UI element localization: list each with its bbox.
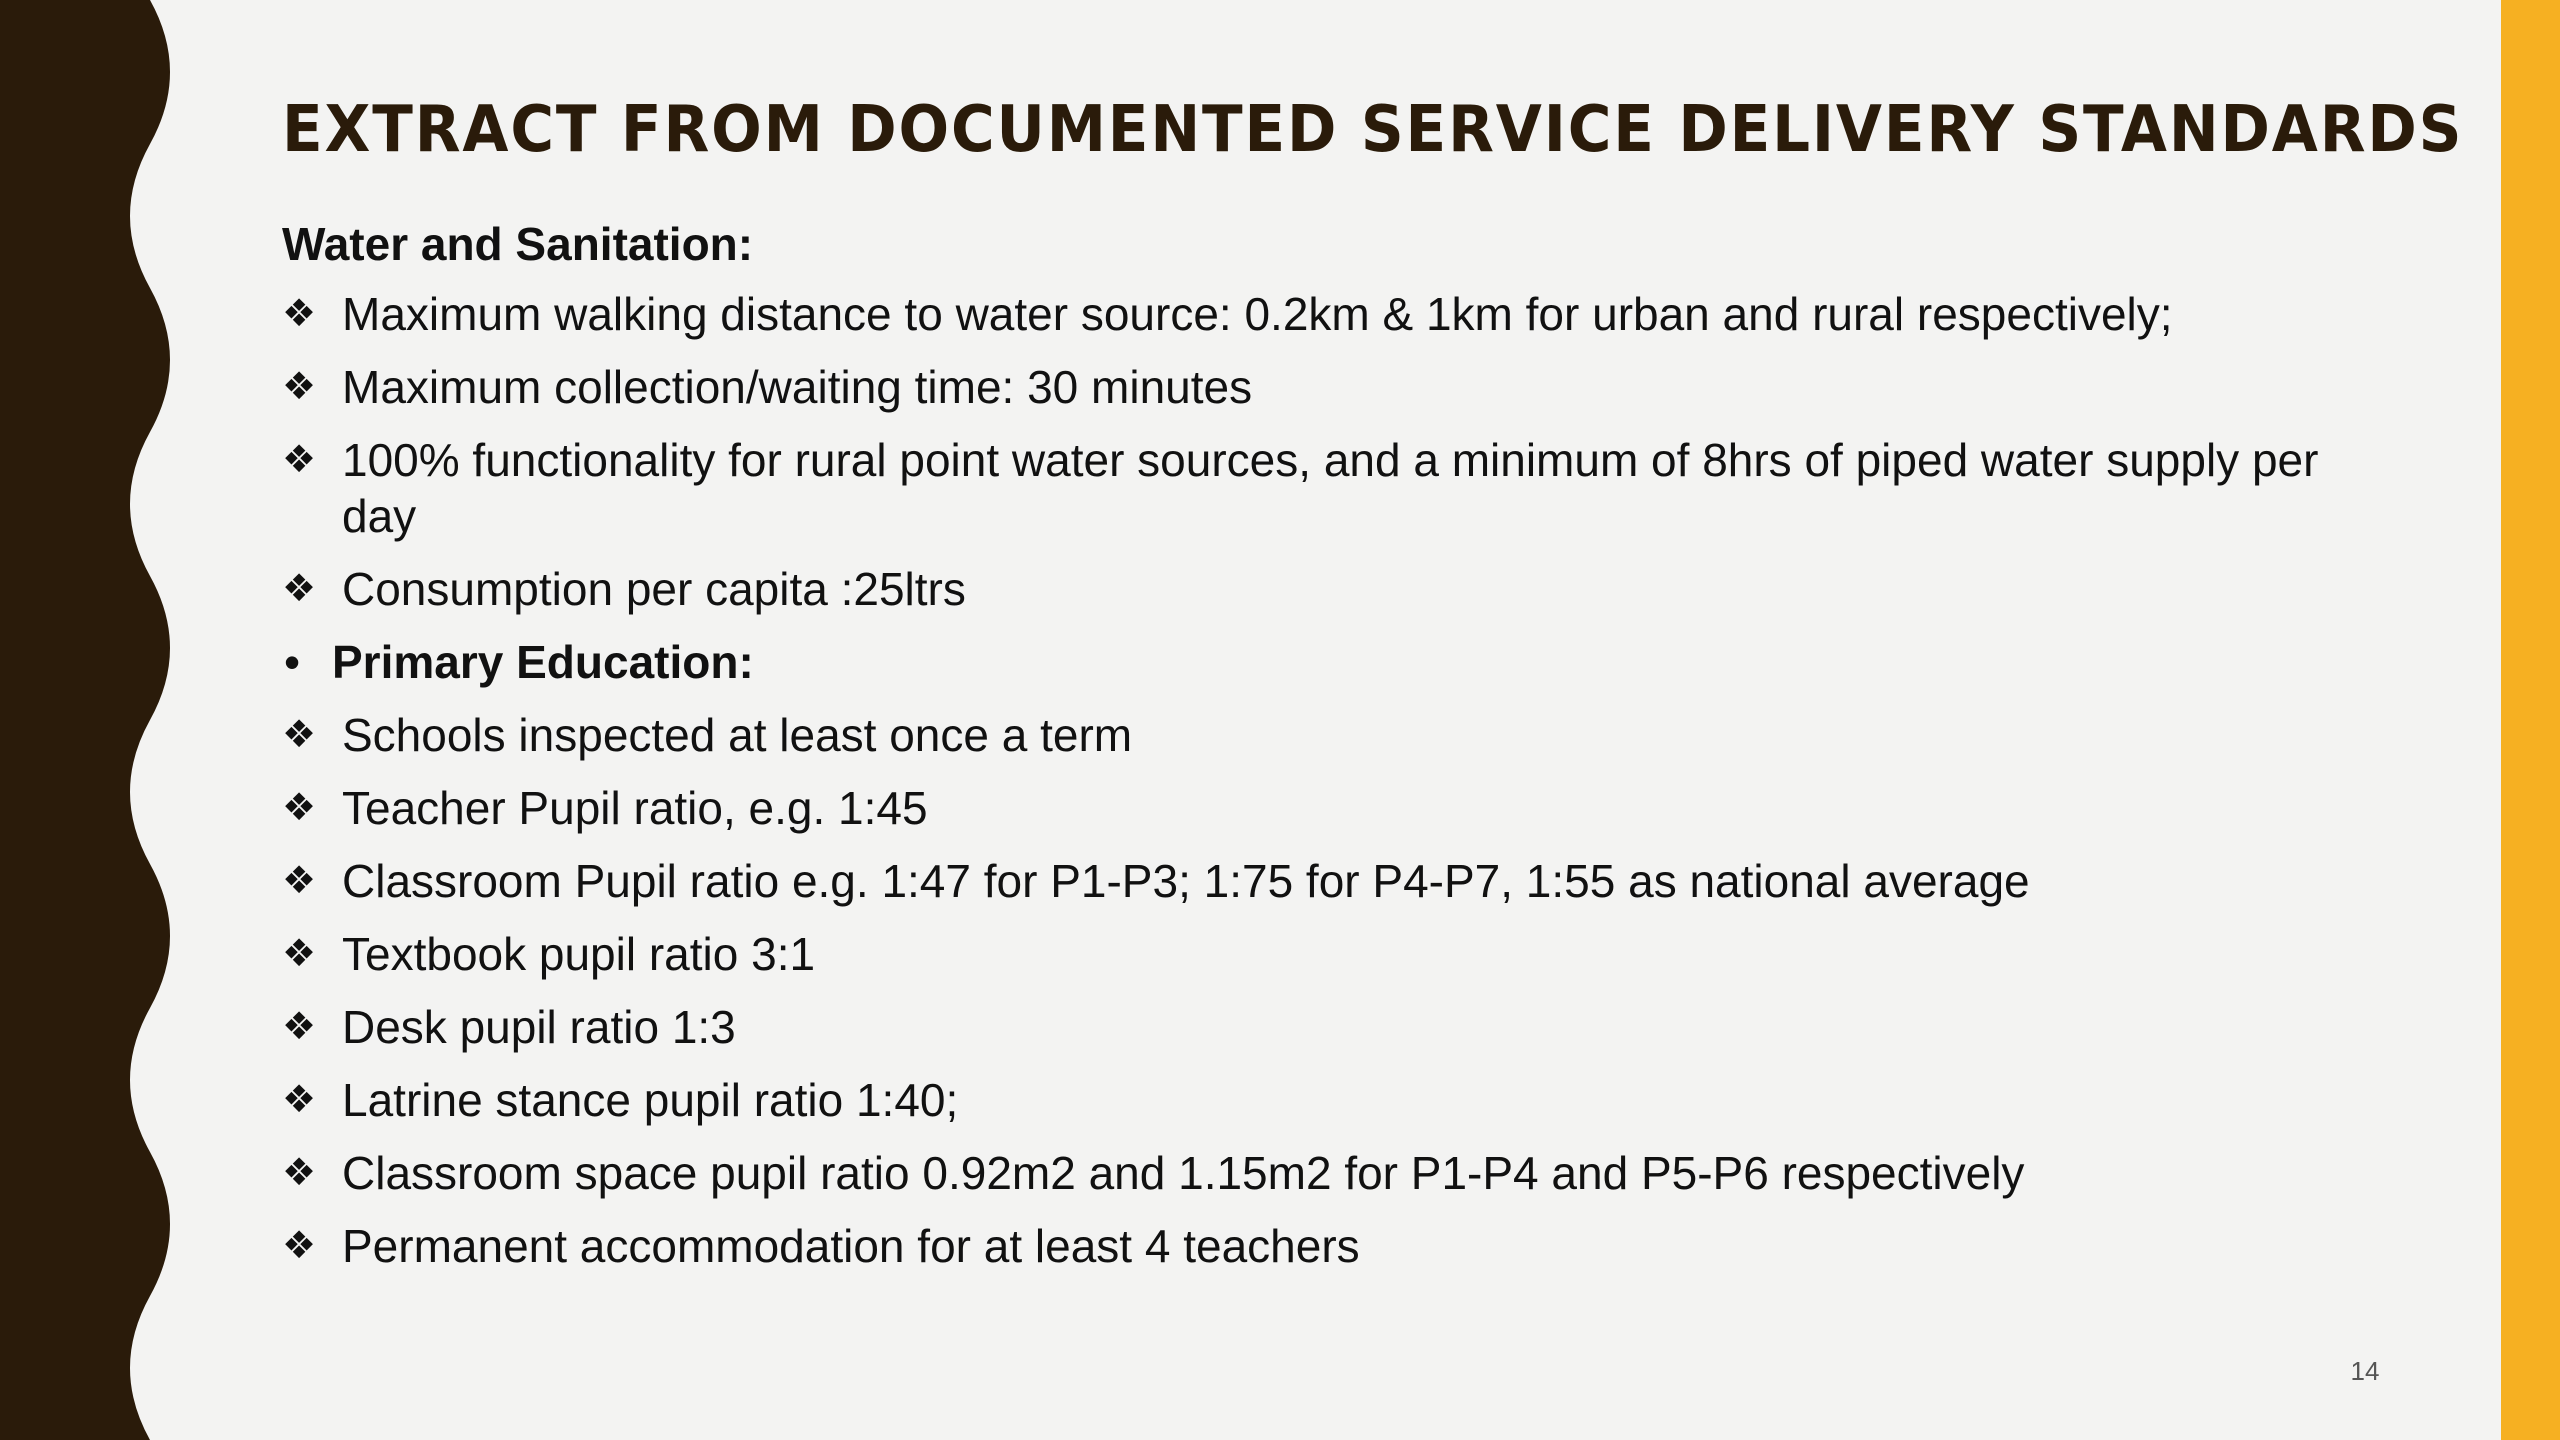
list-item	[282, 1072, 2362, 1128]
list-item	[282, 780, 2362, 836]
list-item	[282, 707, 2362, 763]
list-item-text: Textbook pupil ratio 3:1	[342, 928, 816, 980]
diamond-bullet-icon: ❖	[282, 1079, 317, 1121]
list-item	[282, 999, 2362, 1055]
diamond-bullet-icon: ❖	[282, 366, 317, 408]
list-item-text: Maximum walking distance to water source: 0.2km & 1km for urban and rural respectively;	[342, 288, 2173, 340]
water-sanitation-heading: Water and Sanitation:	[282, 218, 754, 270]
list-item-text: 100% functionality for rural point water sources, and a minimum of 8hrs of piped water supply per day	[342, 434, 2319, 542]
list-item-text: Classroom Pupil ratio e.g. 1:47 for P1-P3; 1:75 for P4-P7, 1:55 as national average	[342, 855, 2030, 907]
diamond-bullet-icon: ❖	[282, 714, 317, 756]
dot-bullet-icon: •	[284, 636, 301, 688]
diamond-bullet-icon: ❖	[282, 1225, 317, 1267]
list-item-text: Maximum collection/waiting time: 30 minutes	[342, 361, 1253, 413]
diamond-bullet-icon: ❖	[282, 568, 317, 610]
slide-content	[282, 216, 2362, 1291]
diamond-bullet-icon: ❖	[282, 933, 317, 975]
list-item-text: Schools inspected at least once a term	[342, 709, 1133, 761]
diamond-bullet-icon: ❖	[282, 439, 317, 481]
diamond-bullet-icon: ❖	[282, 1152, 317, 1194]
right-accent-bar	[2501, 0, 2560, 1440]
list-item	[282, 561, 2362, 617]
list-item	[282, 286, 2362, 342]
list-item	[282, 1218, 2362, 1274]
list-item-text: Teacher Pupil ratio, e.g. 1:45	[342, 782, 928, 834]
list-item	[282, 853, 2362, 909]
left-wave-decoration	[0, 0, 190, 1440]
list-item	[282, 359, 2362, 415]
diamond-bullet-icon: ❖	[282, 1006, 317, 1048]
list-item	[282, 432, 2362, 544]
list-item	[282, 926, 2362, 982]
list-item-text: Desk pupil ratio 1:3	[342, 1001, 736, 1053]
diamond-bullet-icon: ❖	[282, 787, 317, 829]
list-item-text: Permanent accommodation for at least 4 teachers	[342, 1220, 1360, 1272]
list-item	[282, 1145, 2362, 1201]
list-item-text: Classroom space pupil ratio 0.92m2 and 1.15m2 for P1-P4 and P5-P6 respectively	[342, 1147, 2025, 1199]
slide-title: EXTRACT FROM DOCUMENTED SERVICE DELIVERY STANDARDS	[282, 93, 2464, 167]
list-item-text: Consumption per capita :25ltrs	[342, 563, 966, 615]
diamond-bullet-icon: ❖	[282, 293, 317, 335]
primary-education-heading: Primary Education:	[332, 636, 754, 688]
primary-education-heading-row	[282, 634, 2362, 690]
list-item-text: Latrine stance pupil ratio 1:40;	[342, 1074, 959, 1126]
diamond-bullet-icon: ❖	[282, 860, 317, 902]
page-number: 14	[2350, 1356, 2380, 1386]
